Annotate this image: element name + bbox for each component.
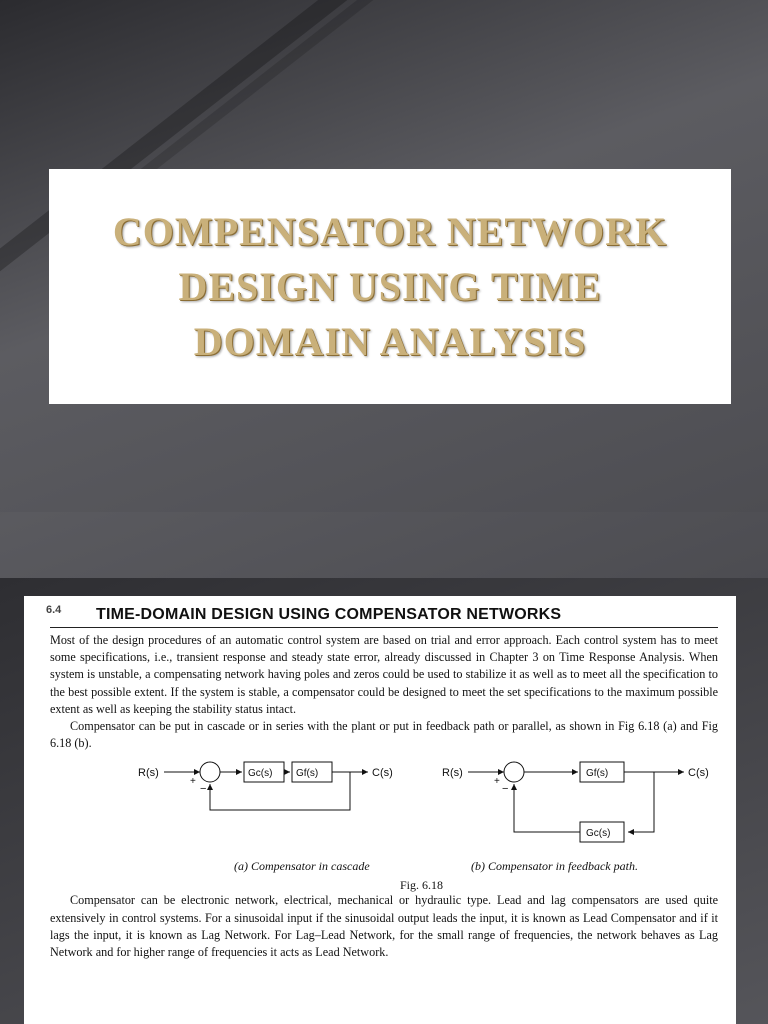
title-box xyxy=(49,169,731,404)
diagram-a-output-label: C(s) xyxy=(372,767,393,780)
diagram-b-minus: − xyxy=(502,783,509,796)
content-slide xyxy=(0,578,768,1024)
paragraph-2: Compensator can be put in cascade or in series with the plant or put in feedback path or parallel, as shown in Fig 6.18 (a) and Fig 6.18 (b). xyxy=(50,719,718,751)
slide-title xyxy=(113,204,667,369)
block-diagrams xyxy=(50,752,730,872)
diagram-a-block-gc-label: Gc(s) xyxy=(248,768,273,780)
figure-number: Fig. 6.18 xyxy=(400,878,444,893)
paragraph-3: Compensator can be electronic network, electrical, mechanical or hydraulic type. Lead and lag compensators are used quite extensively in control systems. For a sinusoidal input if the sinusoidal output leads the input, it is known as Lead Compensator and if it lags the input, it is known as Lag Network. For Lag–Lead Network, for the small range of frequencies, the network behaves as Lag Network and for higher range of frequencies it acts as Lead Network. xyxy=(50,893,718,960)
diagram-b-input-label: R(s) xyxy=(442,767,463,780)
heading-rule xyxy=(50,627,718,628)
caption-a: (a) Compensator in cascade xyxy=(234,859,370,874)
diagram-b-plus: + xyxy=(494,776,500,788)
title-line-2: DESIGN USING TIME xyxy=(178,264,602,309)
figure-6-18 xyxy=(50,752,718,892)
diagram-a-plus: + xyxy=(190,776,196,788)
title-line-3: DOMAIN ANALYSIS xyxy=(193,319,587,364)
caption-b: (b) Compensator in feedback path. xyxy=(471,859,638,874)
diagram-b-block-gc-label: Gc(s) xyxy=(586,828,611,840)
section-number: 6.4 xyxy=(46,604,62,616)
diagram-b-block-gf-label: Gf(s) xyxy=(586,768,609,780)
diagram-b-summing-junction xyxy=(504,762,524,782)
diagram-a-input-label: R(s) xyxy=(138,767,159,780)
diagram-a xyxy=(138,762,393,810)
title-line-1: COMPENSATOR NETWORK xyxy=(112,209,668,254)
diagram-a-minus: − xyxy=(200,783,207,796)
diagram-b xyxy=(442,762,709,842)
paragraph-1: Most of the design procedures of an automatic control system are based on trial and error approach. Each control system has to meet some specifications, i.e., transient response and steady state error, already discussed in Chapter 3 on Time Response Analysis. When system is unstable, a compensating network having poles and zeros could be used to stabilize it as well as to meet all the specification to the best possible extent. If the system is stable, a compensator could be designed to meet the set specifications to the maximum possible extent as well as keeping the stability status intact. xyxy=(50,633,718,716)
diagram-a-block-gf-label: Gf(s) xyxy=(296,768,319,780)
section-heading: TIME-DOMAIN DESIGN USING COMPENSATOR NETWORKS xyxy=(96,606,562,623)
diagram-b-output-label: C(s) xyxy=(688,767,709,780)
scanned-page xyxy=(24,596,736,1024)
diagram-a-summing-junction xyxy=(200,762,220,782)
